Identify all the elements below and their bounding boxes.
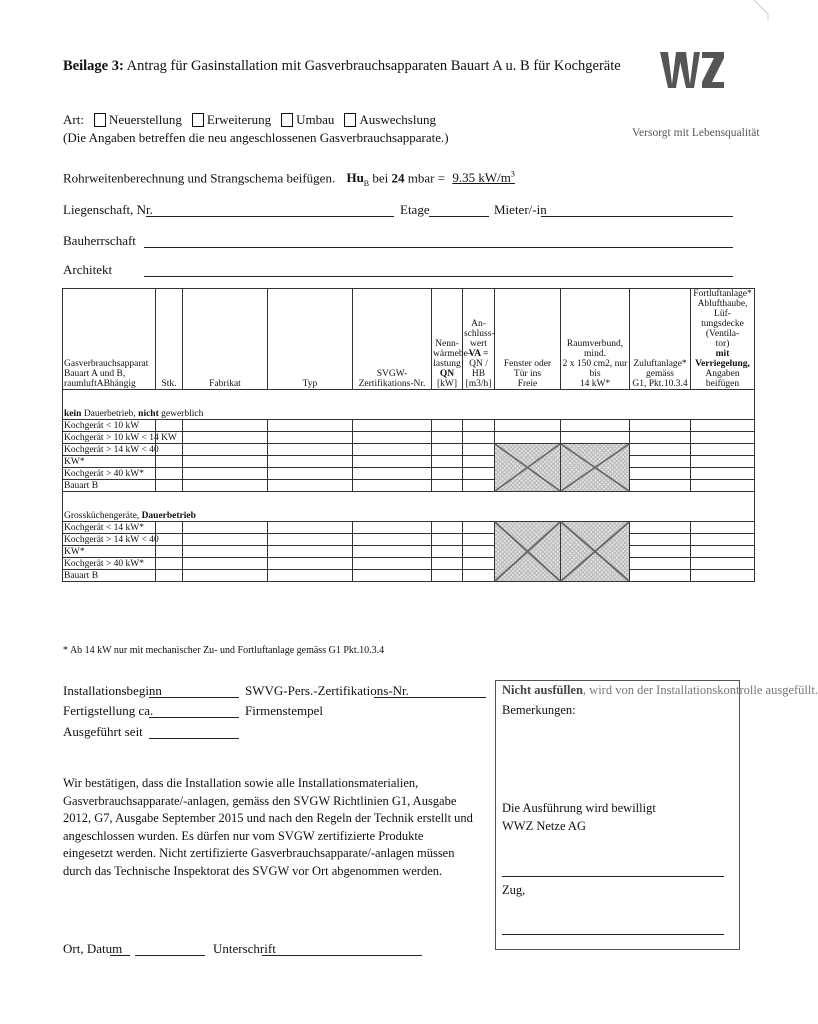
table-row — [63, 534, 755, 546]
table-cell[interactable] — [463, 444, 495, 456]
table-spacer-row — [63, 390, 755, 409]
title-text: Antrag für Gasinstallation mit Gasverbrauchsapparaten Bauart A u. B für Kochgeräte — [123, 58, 621, 74]
option-umbau: Umbau — [296, 112, 335, 127]
ausgefuehrt-field[interactable] — [149, 738, 239, 739]
table-cell[interactable] — [691, 534, 755, 546]
table-cell[interactable] — [353, 444, 432, 456]
table-cell[interactable] — [630, 420, 691, 432]
architekt-label: Architekt — [63, 262, 113, 277]
table-cell[interactable] — [268, 534, 353, 546]
apparatus-table — [62, 288, 755, 582]
control-box — [495, 680, 818, 950]
table-cell[interactable] — [463, 522, 495, 534]
table-cell[interactable] — [630, 546, 691, 558]
table-cell[interactable] — [463, 456, 495, 468]
mbar-unit: mbar = — [404, 170, 446, 186]
table-cell[interactable] — [268, 480, 353, 492]
table-cell[interactable] — [156, 456, 183, 468]
table-cell[interactable] — [561, 420, 630, 432]
table-cell[interactable] — [691, 432, 755, 444]
table-cell[interactable] — [183, 456, 268, 468]
section-header-normal: kein Dauerbetrieb, nicht gewerblich — [63, 408, 755, 420]
table-row — [63, 558, 755, 570]
page-title — [63, 58, 621, 75]
logo-slogan: Versorgt mit Lebensqualität — [632, 127, 760, 139]
table-cell[interactable] — [630, 444, 691, 456]
table-cell[interactable] — [183, 546, 268, 558]
table-cell[interactable] — [463, 546, 495, 558]
ausgefuehrt-label: Ausgeführt seit — [63, 724, 143, 739]
box-heading: Nicht ausfüllen, wird von der Installationskontrolle ausgefüllt. — [502, 683, 818, 697]
table-row — [63, 468, 755, 480]
table-cell[interactable] — [353, 534, 432, 546]
etage-label: Etage — [400, 202, 430, 217]
option-neuerstellung: Neuerstellung — [108, 112, 182, 127]
table-cell[interactable] — [183, 534, 268, 546]
row-label: Kochgerät > 10 kW < 14 KW — [64, 433, 177, 443]
table-cell[interactable] — [183, 432, 268, 444]
table-cell[interactable] — [691, 444, 755, 456]
table-row — [63, 444, 755, 456]
table-row — [63, 570, 755, 582]
table-cell[interactable] — [183, 444, 268, 456]
th-fabrikat: Fabrikat — [183, 289, 268, 390]
table-cell[interactable] — [463, 558, 495, 570]
mbar-value: 24 — [391, 170, 405, 186]
checkbox-erweiterung[interactable] — [192, 113, 204, 127]
hatched-cell-raumverbund — [561, 444, 630, 492]
installationsbeginn-field[interactable] — [149, 697, 239, 698]
ort-field[interactable] — [110, 955, 130, 956]
title-bold: Beilage 3: — [63, 58, 124, 74]
row-label: Kochgerät > 14 kW < 40 — [64, 445, 159, 455]
table-cell[interactable] — [432, 456, 463, 468]
table-cell[interactable] — [630, 456, 691, 468]
table-cell[interactable] — [432, 432, 463, 444]
table-cell[interactable] — [691, 456, 755, 468]
row-label: Kochgerät < 14 kW* — [63, 522, 156, 534]
bauherrschaft-field[interactable] — [144, 247, 733, 248]
table-cell[interactable] — [495, 432, 561, 444]
table-cell[interactable] — [183, 570, 268, 582]
hu-sub: B — [363, 178, 370, 188]
datum-field[interactable] — [135, 955, 205, 956]
table-cell[interactable] — [630, 522, 691, 534]
liegenschaft-field[interactable] — [146, 216, 394, 217]
table-cell[interactable] — [691, 570, 755, 582]
table-cell[interactable] — [691, 480, 755, 492]
row-label: Kochgerät > 40 kW* — [63, 558, 156, 570]
wwz-logo-icon — [658, 48, 726, 90]
th-typ: Typ — [268, 289, 353, 390]
table-cell[interactable] — [432, 468, 463, 480]
page-corner-mark — [750, 0, 770, 20]
hu-label: Hu — [346, 170, 364, 186]
table-row — [63, 522, 755, 534]
table-cell[interactable] — [495, 420, 561, 432]
unterschrift-field[interactable] — [262, 955, 422, 956]
table-cell[interactable] — [691, 468, 755, 480]
table-cell[interactable] — [561, 432, 630, 444]
table-cell[interactable] — [353, 456, 432, 468]
table-cell[interactable] — [463, 468, 495, 480]
firmenstempel-label: Firmenstempel — [245, 703, 323, 718]
table-cell[interactable] — [353, 432, 432, 444]
table-cell[interactable] — [183, 558, 268, 570]
th-nenn: Nenn- wärmebe- lastung QN [kW] — [432, 289, 463, 390]
architekt-field[interactable] — [144, 276, 733, 277]
table-cell[interactable] — [432, 558, 463, 570]
table-cell[interactable] — [432, 444, 463, 456]
fertigstellung-label: Fertigstellung ca. — [63, 703, 154, 718]
hu-value: 9.35 $kW/m^3$ — [452, 170, 515, 186]
th-fortluft: Fortluftanlage* Ablufthaube, Lüf- tungsdecke (Ventila- tor) mit Verriegelung, Angaben beifügen — [691, 289, 755, 390]
table-cell[interactable] — [353, 468, 432, 480]
row-label: Kochgerät > 14 kW < 40 — [64, 535, 159, 545]
checkbox-neuerstellung[interactable] — [94, 113, 106, 127]
table-cell[interactable] — [268, 420, 353, 432]
table-cell[interactable] — [268, 546, 353, 558]
ort-datum-label: Ort, Datum — [63, 941, 123, 956]
unterschrift-label: Unterschrift — [213, 941, 276, 956]
table-header-row — [63, 289, 755, 390]
bemerkungen-label: Bemerkungen: — [502, 703, 576, 717]
row-label: Kochgerät > 40 kW* — [63, 468, 156, 480]
option-auswechslung: Auswechslung — [359, 112, 436, 127]
row-label: Bauart B — [63, 570, 156, 582]
table-cell[interactable] — [691, 546, 755, 558]
table-cell[interactable] — [630, 468, 691, 480]
table-cell[interactable] — [156, 420, 183, 432]
table-cell[interactable] — [156, 480, 183, 492]
option-erweiterung: Erweiterung — [206, 112, 272, 127]
bauherrschaft-label: Bauherrschaft — [63, 233, 136, 248]
table-cell[interactable] — [268, 522, 353, 534]
table-row — [63, 546, 755, 558]
table-cell[interactable] — [463, 420, 495, 432]
fertigstellung-field[interactable] — [149, 717, 239, 718]
th-fenster: Fenster oder Tür ins Freie — [495, 289, 561, 390]
liegenschaft-label: Liegenschaft, Nr. — [63, 202, 153, 217]
table-cell[interactable] — [156, 534, 183, 546]
row-label: KW* — [63, 546, 156, 558]
table-cell[interactable] — [156, 558, 183, 570]
mieter-label: Mieter/-in — [494, 202, 547, 217]
section-header-dauerbetrieb: Grossküchengeräte, Dauerbetrieb — [63, 510, 755, 522]
installationsbeginn-label: Installationsbeginn — [63, 683, 162, 698]
row-label: Kochgerät < 10 kW — [63, 420, 156, 432]
table-cell[interactable] — [268, 468, 353, 480]
th-zuluft: Zuluftanlage* gemäss G1, Pkt.10.3.4 — [630, 289, 691, 390]
bewilligt-label: Die Ausführung wird bewilligt — [502, 801, 656, 815]
mieter-field[interactable] — [541, 216, 733, 217]
table-cell[interactable] — [432, 522, 463, 534]
table-cell[interactable] — [463, 432, 495, 444]
checkbox-auswechslung[interactable] — [344, 113, 356, 127]
table-cell[interactable] — [630, 534, 691, 546]
table-cell[interactable] — [353, 546, 432, 558]
table-cell[interactable] — [183, 480, 268, 492]
table-row — [63, 480, 755, 492]
hatched-cell-fenster — [495, 522, 561, 582]
table-row — [63, 420, 755, 432]
table-cell[interactable] — [432, 480, 463, 492]
table-cell[interactable] — [156, 522, 183, 534]
th-anschluss: An- schluss- wert VA = QN / HB [m3/h] — [463, 289, 495, 390]
table-cell[interactable] — [156, 444, 183, 456]
table-cell[interactable] — [268, 456, 353, 468]
table-cell[interactable] — [630, 570, 691, 582]
th-stk: Stk. — [156, 289, 183, 390]
table-cell[interactable] — [156, 570, 183, 582]
row-label: Bauart B — [63, 480, 156, 492]
footnote: * Ab 14 kW nur mit mechanischer Zu- und Fortluftanlage gemäss G1 Pkt.10.3.4 — [63, 645, 385, 656]
table-cell[interactable] — [630, 558, 691, 570]
svwg-label: SWVG-Pers.-Zertifikations-Nr. — [245, 683, 409, 698]
checkbox-umbau[interactable] — [281, 113, 293, 127]
approval-signature-field[interactable] — [502, 876, 724, 877]
table-cell[interactable] — [268, 558, 353, 570]
hatched-cell-fenster — [495, 444, 561, 492]
row-label: KW* — [63, 456, 156, 468]
etage-field[interactable] — [429, 216, 489, 217]
table-cell[interactable] — [432, 534, 463, 546]
table-cell[interactable] — [183, 420, 268, 432]
table-row — [63, 456, 755, 468]
table-cell[interactable] — [353, 570, 432, 582]
th-raumverbund: Raumverbund, mind. 2 x 150 cm2, nur bis 14 kW* — [561, 289, 630, 390]
table-cell[interactable] — [691, 558, 755, 570]
approval-date-field[interactable] — [502, 934, 724, 935]
hu-mid: bei — [369, 170, 392, 186]
table-cell[interactable] — [183, 522, 268, 534]
table-cell[interactable] — [691, 522, 755, 534]
th-svgw: SVGW- Zertifikations-Nr. — [353, 289, 432, 390]
art-note: (Die Angaben betreffen die neu angeschlossenen Gasverbrauchsapparate.) — [63, 130, 449, 145]
table-cell[interactable] — [183, 468, 268, 480]
table-cell[interactable] — [691, 420, 755, 432]
table-cell[interactable] — [156, 468, 183, 480]
table-cell[interactable] — [463, 534, 495, 546]
rohr-line — [63, 170, 515, 188]
table-cell[interactable] — [353, 420, 432, 432]
table-cell[interactable] — [268, 570, 353, 582]
table-cell[interactable] — [353, 558, 432, 570]
table-spacer-row — [63, 492, 755, 511]
table-cell[interactable] — [463, 570, 495, 582]
rohr-text: Rohrweitenberechnung und Strangschema beifügen. — [63, 170, 336, 186]
table-cell[interactable] — [353, 522, 432, 534]
table-cell[interactable] — [353, 480, 432, 492]
table-cell[interactable] — [630, 432, 691, 444]
svwg-field[interactable] — [374, 697, 486, 698]
table-cell[interactable] — [630, 480, 691, 492]
table-cell[interactable] — [268, 444, 353, 456]
table-cell[interactable] — [432, 420, 463, 432]
table-cell[interactable] — [463, 480, 495, 492]
art-label: Art: — [63, 112, 84, 127]
hatched-cell-raumverbund — [561, 522, 630, 582]
table-cell[interactable] — [156, 546, 183, 558]
confirmation-text: Wir bestätigen, dass die Installation sowie alle Installationsmaterialien, Gasverbrauchsapparate/-anlagen, gemäss den SVGW Richtlinien G1, Ausgabe 2012, G7, Ausgabe September 2015 und nach den Regeln der Technik erstellt und angeschlossen wurden. Es dürfen nur vom SVGW zertifizierte Produkte eingesetzt werden. Nicht zertifizierte Gasverbrauchsapparate/-anlagen müssen durch das Technische Inspektorat des SVGW vor Ort abgenommen werden. — [63, 776, 473, 878]
table-cell[interactable] — [432, 570, 463, 582]
zug-label: Zug, — [502, 883, 526, 897]
company-name: WWZ Netze AG — [502, 819, 586, 833]
table-row — [63, 432, 755, 444]
table-cell[interactable] — [268, 432, 353, 444]
art-row — [63, 112, 436, 128]
th-apparat: Gasverbrauchsapparat Bauart A und B, raumluftABhängig — [63, 289, 156, 390]
table-cell[interactable] — [432, 546, 463, 558]
